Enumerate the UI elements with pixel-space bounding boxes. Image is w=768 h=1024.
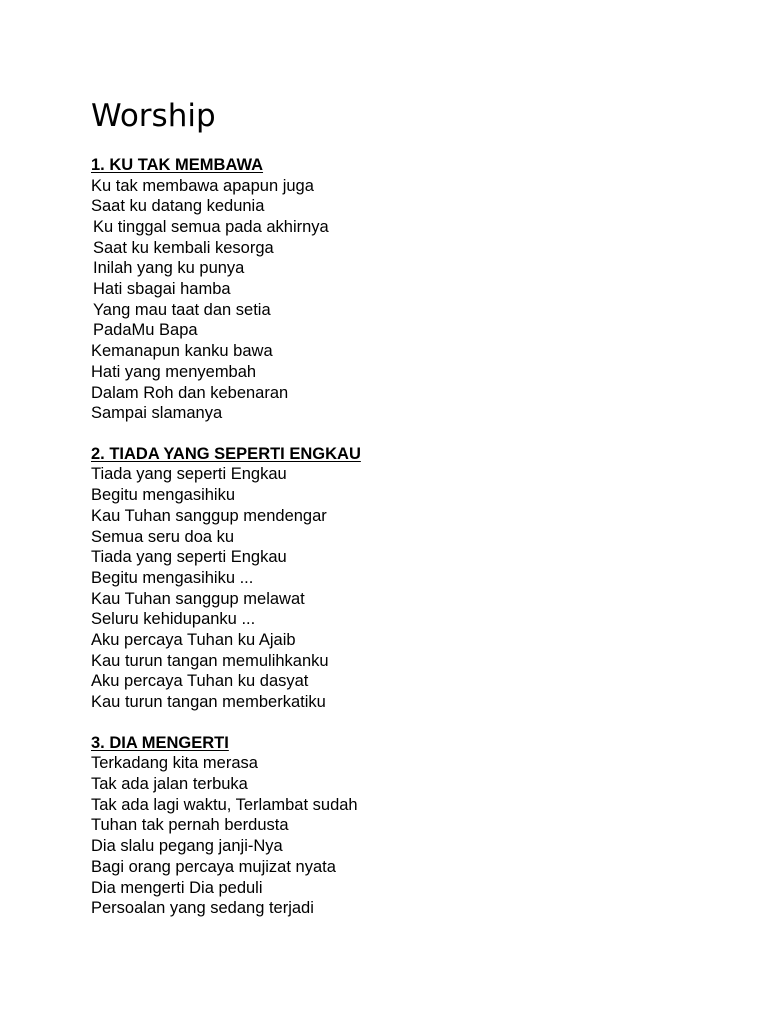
- lyric-line: Kau turun tangan memberkatiku: [91, 693, 326, 712]
- lyric-line: Ku tinggal semua pada akhirnya: [93, 217, 329, 236]
- lyric-line: Sampai slamanya: [91, 404, 223, 423]
- lyric-line: Hati sbagai hamba: [93, 280, 231, 299]
- lyric-line: PadaMu Bapa: [93, 321, 198, 340]
- lyric-line: Tak ada lagi waktu, Terlambat sudah: [91, 795, 358, 814]
- lyric-line: Terkadang kita merasa: [91, 754, 258, 773]
- lyric-line: Bagi orang percaya mujizat nyata: [91, 857, 336, 876]
- lyric-line: Begitu mengasihiku: [91, 486, 236, 505]
- song-3: [91, 733, 731, 919]
- lyric-line: Yang mau taat dan setia: [93, 300, 271, 319]
- lyric-line: Kau Tuhan sanggup mendengar: [91, 506, 327, 525]
- song-1: [91, 155, 731, 424]
- song-title: 1. KU TAK MEMBAWA: [91, 156, 264, 174]
- lyric-line: Kau turun tangan memulihkanku: [91, 651, 329, 670]
- lyric-line: Persoalan yang sedang terjadi: [91, 899, 314, 918]
- lyric-line: Seluru kehidupanku ...: [91, 610, 256, 629]
- lyric-line: Semua seru doa ku: [91, 527, 235, 546]
- lyric-line: Aku percaya Tuhan ku Ajaib: [91, 631, 296, 650]
- lyric-line: Saat ku datang kedunia: [91, 197, 265, 216]
- song-title: 2. TIADA YANG SEPERTI ENGKAU: [91, 444, 361, 463]
- lyric-line: Ku tak membawa apapun juga: [91, 176, 314, 195]
- lyric-line: Begitu mengasihiku ...: [91, 568, 254, 587]
- lyric-line: Dia mengerti Dia peduli: [91, 878, 263, 897]
- lyric-line: Tak ada jalan terbuka: [91, 775, 248, 794]
- lyric-line: Saat ku kembali kesorga: [93, 238, 274, 257]
- lyric-line: Tuhan tak pernah berdusta: [91, 816, 289, 835]
- lyric-line: Tiada yang seperti Engkau: [91, 548, 287, 567]
- lyric-line: Hati yang menyembah: [91, 362, 257, 381]
- lyric-line: Tiada yang seperti Engkau: [91, 465, 287, 484]
- page-title: Worship: [91, 98, 216, 134]
- lyric-line: Kemanapun kanku bawa: [91, 342, 273, 361]
- lyric-line: Dalam Roh dan kebenaran: [91, 383, 289, 402]
- document-page: [91, 96, 731, 939]
- lyric-line: Inilah yang ku punya: [93, 259, 245, 278]
- song-2: [91, 444, 731, 713]
- song-title: 3. DIA MENGERTI: [91, 733, 229, 752]
- lyric-line: Dia slalu pegang janji-Nya: [91, 837, 283, 856]
- lyric-line: Aku percaya Tuhan ku dasyat: [91, 672, 309, 691]
- lyric-line: Kau Tuhan sanggup melawat: [91, 589, 305, 608]
